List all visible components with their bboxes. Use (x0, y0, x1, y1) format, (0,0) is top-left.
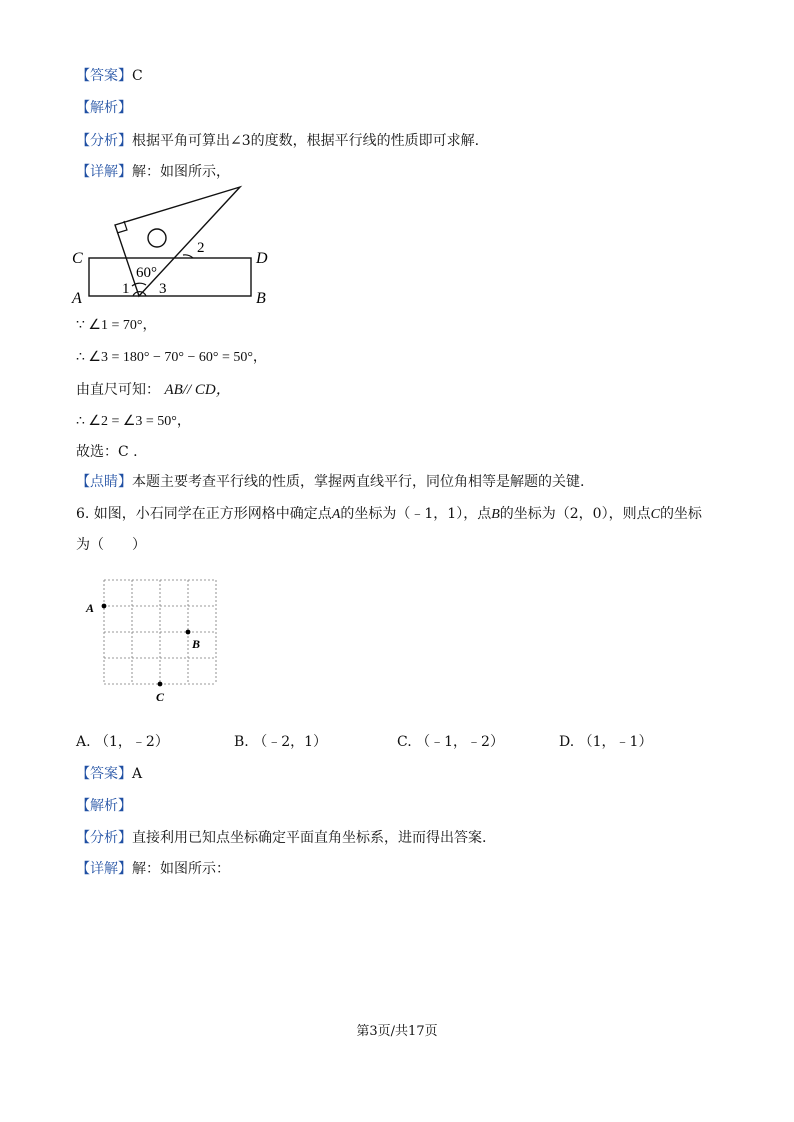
grid-point-A (102, 604, 107, 609)
fenxi-text: 根据平角可算出∠3的度数，根据平行线的性质即可求解. (132, 133, 480, 149)
set-square (115, 187, 240, 296)
answer-value: C (132, 68, 143, 84)
option-B-text: （﹣2，1） (253, 734, 328, 750)
q5-step2: ∴ ∠3 = 180° − 70° − 60° = 50°， (76, 350, 267, 365)
label-C: C (72, 250, 83, 267)
q6-stem-part1: 6. 如图，小石同学在正方形网格中确定点 (76, 506, 332, 522)
q6-xiangjie-text: 解：如图所示： (132, 861, 230, 877)
grid-point-B (186, 630, 191, 635)
option-A-label: A. (76, 734, 91, 750)
option-B[interactable] (234, 732, 327, 752)
option-C-label: C. (397, 734, 412, 750)
grid-label-A: A (86, 601, 95, 615)
grid-figure (80, 574, 230, 704)
option-A[interactable] (76, 732, 169, 752)
q6-stem-line1 (76, 504, 702, 525)
q5-step1: ∵ ∠1 = 70°， (76, 318, 157, 333)
q6-answer-value: A (132, 766, 143, 782)
xiangjie-text: 解：如图所示， (132, 164, 230, 180)
fenxi-tag: 【分析】 (76, 133, 132, 149)
page-footer: 第3页/共17页 (356, 1024, 438, 1039)
q6-analysis-tag: 【解析】 (76, 798, 132, 814)
q5-step3 (76, 380, 231, 400)
q6-fenxi-text: 直接利用已知点坐标确定平面直角坐标系，进而得出答案. (132, 830, 487, 846)
step3-math: AB// CD， (164, 382, 231, 398)
q5-xiangjie-line (76, 162, 230, 182)
q6-xiangjie-line (76, 859, 230, 879)
option-D-text: （1，﹣1） (578, 734, 653, 750)
q6-fenxi-line (76, 828, 486, 848)
xiangjie-tag: 【详解】 (76, 164, 132, 180)
q5-step5: 故选：C . (76, 444, 138, 460)
option-C-text: （﹣1，﹣2） (416, 734, 504, 750)
q6-point-B: B (491, 507, 500, 522)
q6-point-C: C (650, 507, 660, 522)
q5-fenxi-line (76, 131, 479, 151)
option-D-label: D. (559, 734, 575, 750)
q5-analysis-line (76, 98, 132, 118)
dotted-grid (104, 580, 216, 684)
q6-answer-line (76, 764, 142, 784)
q6-answer-tag: 【答案】 (76, 766, 132, 782)
q6-analysis-line (76, 796, 132, 816)
label-angle-3: 3 (159, 281, 167, 297)
ruler-rect (89, 258, 251, 296)
label-B: B (256, 290, 266, 307)
label-A: A (72, 290, 82, 307)
q5-step4: ∴ ∠2 = ∠3 = 50°， (76, 414, 191, 429)
grid-label-C: C (156, 690, 165, 704)
dianjing-tag: 【点睛】 (76, 474, 132, 490)
label-D: D (256, 250, 268, 267)
answer-tag: 【答案】 (76, 68, 132, 84)
q5-dianjing-line (76, 472, 584, 492)
triangle-ruler-figure (66, 182, 286, 307)
circle-hole (148, 229, 166, 247)
dianjing-text: 本题主要考查平行线的性质，掌握两直线平行，同位角相等是解题的关键. (132, 474, 585, 490)
grid-label-B: B (192, 637, 201, 651)
label-angle-1: 1 (122, 281, 130, 297)
analysis-tag: 【解析】 (76, 100, 132, 116)
label-60deg: 60° (136, 265, 157, 281)
q6-stem-part4: 的坐标 (659, 506, 702, 522)
q6-point-A: A (331, 507, 341, 522)
q6-stem-part3: 的坐标为（2，0），则点 (499, 506, 651, 522)
q6-stem-part2: 的坐标为（﹣1，1），点 (340, 506, 492, 522)
label-angle-2: 2 (197, 240, 205, 256)
q6-stem-line2: 为（ ） (76, 537, 146, 553)
q6-xiangjie-tag: 【详解】 (76, 861, 132, 877)
option-D[interactable] (559, 732, 652, 752)
q5-answer-line (76, 66, 143, 86)
step3-text: 由直尺可知： (76, 382, 160, 398)
grid-point-C (158, 682, 163, 687)
option-B-label: B. (234, 734, 249, 750)
option-A-text: （1，﹣2） (95, 734, 169, 750)
option-C[interactable] (397, 732, 504, 752)
q6-fenxi-tag: 【分析】 (76, 830, 132, 846)
